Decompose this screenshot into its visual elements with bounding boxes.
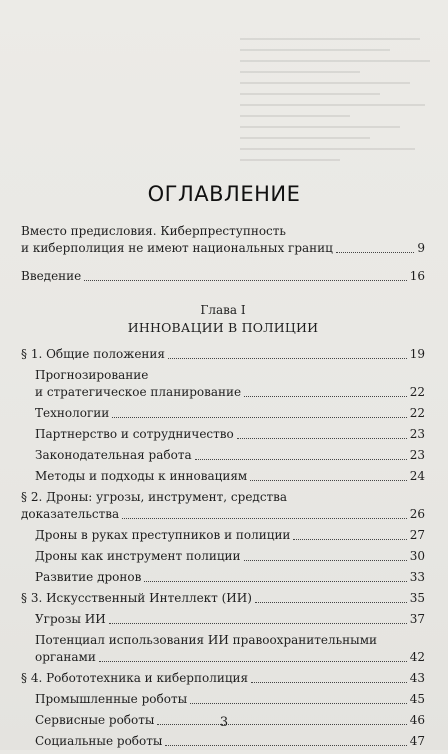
dot-leader (144, 581, 406, 582)
toc-page-number: 26 (409, 507, 425, 521)
toc-entry-preface[interactable] (21, 223, 425, 257)
toc-entry-text: Угрозы ИИ (35, 612, 106, 626)
toc-entry-text: Партнерство и сотрудничество (35, 427, 234, 441)
toc-entry-subsection[interactable] (21, 426, 425, 443)
dot-leader (336, 252, 414, 253)
toc-entries (21, 346, 425, 750)
toc-entry-text: Введение (21, 269, 82, 283)
dot-leader (84, 280, 406, 281)
dot-leader (168, 358, 407, 359)
toc-entry-text: § 2. Дроны: угрозы, инструмент, средства (21, 490, 288, 504)
toc-entry-section-2[interactable] (21, 489, 425, 523)
dot-leader (251, 682, 407, 683)
toc-entry-text: Законодательная работа (35, 448, 192, 462)
toc-entry-text: Дроны как инструмент полиции (35, 549, 241, 563)
toc-entry-text: Вместо предисловия. Киберпреступность (21, 224, 286, 238)
chapter-label: Глава I (200, 303, 246, 317)
toc-entry-text: и стратегическое планирование (35, 385, 242, 399)
toc-entry-subsection[interactable] (21, 468, 425, 485)
page-title: ОГЛАВЛЕНИЕ (147, 182, 301, 206)
toc-page-number: 45 (409, 692, 425, 706)
toc-entry-section-4[interactable] (21, 670, 425, 687)
dot-leader (255, 602, 407, 603)
toc-entry-text: Социальные роботы (35, 734, 163, 748)
dot-leader (244, 396, 407, 397)
dot-leader (99, 661, 407, 662)
toc-page-number: 16 (409, 269, 425, 283)
toc-page-number: 46 (409, 713, 425, 727)
dot-leader (250, 480, 406, 481)
bleed-through-text (240, 38, 440, 188)
toc-page-number: 35 (409, 591, 425, 605)
toc-entry-subsection[interactable] (21, 691, 425, 708)
toc-entry-subsection[interactable] (21, 611, 425, 628)
toc-entry-section-3[interactable] (21, 590, 425, 607)
toc-entry-subsection[interactable] (21, 548, 425, 565)
toc-entry-text: Методы и подходы к инновациям (35, 469, 248, 483)
toc-entry-text: Технологии (35, 406, 110, 420)
toc-entry-subsection[interactable] (21, 632, 425, 666)
toc-page-number: 22 (409, 406, 425, 420)
toc-page-number: 27 (409, 528, 425, 542)
toc-entry-text: Развитие дронов (35, 570, 142, 584)
toc-entry-subsection[interactable] (21, 569, 425, 586)
toc-entry-text: и киберполиция не имеют национальных границ (21, 241, 333, 255)
toc-entry-introduction[interactable] (21, 268, 425, 285)
toc-entry-text: доказательства (21, 507, 120, 521)
toc-entry-text: Дроны в руках преступников и полиции (35, 528, 291, 542)
toc-entry-text: § 3. Искусственный Интеллект (ИИ) (21, 591, 252, 605)
toc-page-number: 37 (409, 612, 425, 626)
toc-entry-text: Сервисные роботы (35, 713, 155, 727)
dot-leader (165, 745, 406, 746)
chapter-title: ИННОВАЦИИ В ПОЛИЦИИ (127, 320, 319, 335)
toc-entry-text: Прогнозирование (35, 368, 149, 382)
page-number: 3 (219, 715, 229, 730)
toc-entry-section-1[interactable] (21, 346, 425, 363)
toc-page-number: 43 (409, 671, 425, 685)
toc-entry-subsection[interactable] (21, 733, 425, 750)
dot-leader (112, 417, 406, 418)
dot-leader (195, 459, 407, 460)
toc-page-number: 23 (409, 448, 425, 462)
dot-leader (109, 623, 407, 624)
toc-page-number: 19 (409, 347, 425, 361)
toc-entry-subsection[interactable] (21, 527, 425, 544)
toc-entry-text: Потенциал использования ИИ правоохранительными (35, 633, 378, 647)
dot-leader (122, 518, 407, 519)
dot-leader (244, 560, 407, 561)
toc-entry-text: Промышленные роботы (35, 692, 188, 706)
toc-entry-text: § 1. Общие положения (21, 347, 165, 361)
toc-page-number: 23 (409, 427, 425, 441)
toc-page-number: 9 (417, 241, 425, 255)
toc-page-number: 30 (409, 549, 425, 563)
toc-page-number: 47 (409, 734, 425, 748)
toc-entry-subsection[interactable] (21, 367, 425, 401)
toc-entry-text: органами (35, 650, 96, 664)
dot-leader (293, 539, 406, 540)
toc-page-number: 33 (409, 570, 425, 584)
toc-entry-subsection[interactable] (21, 447, 425, 464)
dot-leader (237, 438, 407, 439)
toc-entry-subsection[interactable] (21, 405, 425, 422)
toc-page-number: 42 (409, 650, 425, 664)
table-of-contents (21, 223, 425, 754)
toc-page-number: 24 (409, 469, 425, 483)
toc-page-number: 22 (409, 385, 425, 399)
dot-leader (190, 703, 407, 704)
toc-entry-text: § 4. Робототехника и киберполиция (21, 671, 249, 685)
